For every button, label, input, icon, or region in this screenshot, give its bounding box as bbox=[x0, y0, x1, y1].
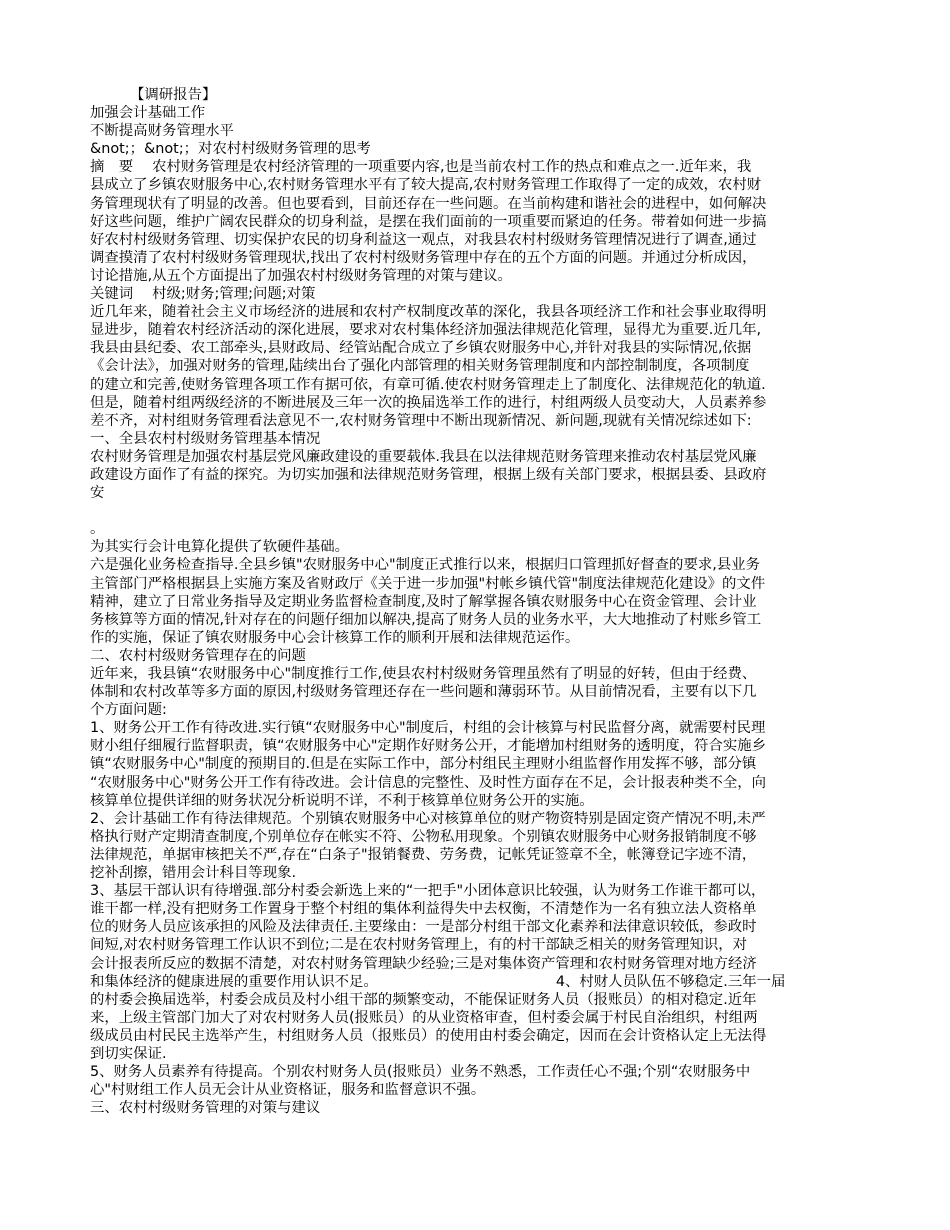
body-line: 财小组仔细履行监督职责，镇“农财服务中心"定期作好财务公开，才能增加村组财务的透明度，符合实施乡 bbox=[90, 738, 767, 755]
body-line: 级成员由村民民主选举产生，村组财务人员（报账员）的使用由村委会确定，因而在会计资格认定上无法得 bbox=[90, 1027, 767, 1044]
tab-gap bbox=[378, 973, 556, 991]
body-line: 个方面问题: bbox=[90, 702, 167, 719]
title-line-3: &not;；&not;；对农村村级财务管理的思考 bbox=[90, 141, 371, 158]
section-heading-3: 三、农村村级财务管理的对策与建议 bbox=[90, 1100, 321, 1117]
body-line: 农村财务管理是加强农村基层党风廉政建设的重要载体.我县在以法律规范财务管理来推动农村基层党风廉 bbox=[90, 448, 757, 465]
title-line-1: 加强会计基础工作 bbox=[90, 105, 206, 122]
abstract-line: 县成立了乡镇农财服务中心,农村财务管理水平有了较大提高,农村财务管理工作取得了一定的成效，农村财 bbox=[90, 177, 762, 194]
body-line: 显进步，随着农村经济活动的深化进展，要求对农村集体经济加强法律规范化管理，显得尤为重要.近几年, bbox=[90, 322, 762, 339]
body-line: 会计报表所反应的数据不清楚，对农村财务管理缺少经验;三是对集体资产管理和农村财务管理对地方经济 bbox=[90, 955, 757, 972]
body-line: 精神，建立了日常业务指导及定期业务监督检查制度,及时了解掌握各镇农财服务中心在资金管理、会计业 bbox=[90, 593, 757, 610]
body-line: 心"村财组工作人员无会计从业资格证，服务和监督意识不强。 bbox=[90, 1082, 486, 1099]
body-line: 差不齐，对村组财务管理看法意见不一,农村财务管理中不断出现新情况、新问题,现就有关情况综述如下: bbox=[90, 412, 752, 429]
body-line: 体制和农村改革等多方面的原因,村级财务管理还存在一些问题和薄弱环节。从目前情况看，主要有以下几 bbox=[90, 684, 757, 701]
body-line: 为其实行会计电算化提供了软硬件基础。 bbox=[90, 539, 350, 556]
body-line: 主管部门严格根据县上实施方案及省财政厅《关于进一步加强"村帐乡镇代管"制度法律规范化建设》的文件 bbox=[90, 575, 766, 592]
body-line: 镇“农财服务中心"制度的预期目的.但是在实际工作中，部分村组民主理财小组监督作用发挥不够，部分镇 bbox=[90, 756, 757, 773]
body-line: 《会计法》，加强对财务的管理,陆续出台了强化内部管理的相关财务管理制度和内部控制制度，各项制度 bbox=[90, 358, 750, 375]
body-line: 近几年来，随着社会主义市场经济的进展和农村产权制度改革的深化，我县各项经济工作和社会事业取得明 bbox=[90, 304, 767, 321]
abstract-line: 好这些问题，维护广阔农民群众的切身利益，是摆在我们面前的一项重要而紧迫的任务。带着如何进一步搞 bbox=[90, 213, 767, 230]
body-line: 但是，随着村组两级经济的不断进展及三年一次的换届选举工作的进行，村组两级人员变动大，人员素养参 bbox=[90, 394, 767, 411]
body-line: 到切实保证. bbox=[90, 1045, 167, 1062]
section-heading-1: 一、全县农村村级财务管理基本情况 bbox=[90, 430, 321, 447]
body-line: 我县由县纪委、农工部牵头,县财政局、经管站配合成立了乡镇农财服务中心,并针对我县的实际情况,依据 bbox=[90, 340, 752, 357]
body-line: 2、会计基础工作有待法律规范。个别镇农财服务中心对核算单位的财产物资特别是固定资产情况不明,未严 bbox=[90, 810, 766, 827]
abstract-line: 摘 要 农村财务管理是农村经济管理的一项重要内容,也是当前农村工作的热点和难点之一.近年来，我 bbox=[90, 159, 752, 176]
body-line: 5、财务人员素养有待提高。个别农村财务人员(报账员）业务不熟悉，工作责任心不强;个别“农财服务中 bbox=[90, 1064, 751, 1081]
report-tag: 【调研报告】 bbox=[130, 87, 217, 103]
body-line-left: 和集体经济的健康进展的重要作用认识不足。 bbox=[90, 973, 378, 990]
body-line: “农财服务中心"财务公开工作有待改进。会计信息的完整性、及时性方面存在不足，会计报表种类不全，向 bbox=[90, 774, 767, 791]
body-line: 1、财务公开工作有待改进.实行镇“农财服务中心"制度后，村组的会计核算与村民监督分离，就需要村民理 bbox=[90, 720, 766, 737]
body-line: 法律规范，单据审核把关不严,存在“白条子"报销餐费、劳务费，记帐凭证签章不全，帐簿登记字迹不清， bbox=[90, 846, 757, 863]
body-line: 间短,对农村财务管理工作认识不到位;二是在农村财务管理上，有的村干部缺乏相关的财务管理知识，对 bbox=[90, 937, 748, 954]
body-line: 的建立和完善,使财务管理各项工作有据可依，有章可循.使农村财务管理走上了制度化、法律规范化的轨道. bbox=[90, 376, 766, 393]
abstract-line: 调查摸清了农村村级财务管理现状,找出了农村村级财务管理中存在的五个方面的问题。并通过分析成因， bbox=[90, 249, 757, 266]
body-line: 3、基层干部认识有待增强.部分村委会新选上来的“一把手"小团体意识比较强，认为财务工作谁干都可以， bbox=[90, 883, 766, 900]
keywords-line: 关键词 村级;财务;管理;问题;对策 bbox=[90, 286, 316, 303]
body-line: 挖补刮擦，错用会计科目等现象. bbox=[90, 865, 297, 882]
body-line: 来，上级主管部门加大了对农村财务人员(报账员）的从业资格审查，但村委会属于村民自治组织，村组两 bbox=[90, 1009, 758, 1026]
body-line: 。 bbox=[90, 521, 105, 538]
body-line: 格执行财产定期清查制度,个别单位存在帐实不符、公物私用现象。个别镇农财服务中心财务报销制度不够 bbox=[90, 828, 757, 845]
body-line: 六是强化业务检查指导.全县乡镇"农财服务中心"制度正式推行以来，根据归口管理抓好督查的要求,县业务 bbox=[90, 557, 760, 574]
body-line: 近年来，我县镇“农财服务中心"制度推行工作,使县农村村级财务管理虽然有了明显的好转，但由于经费、 bbox=[90, 666, 757, 682]
abstract-line: 讨论措施,从五个方面提出了加强农村村级财务管理的对策与建议。 bbox=[90, 267, 512, 284]
title-line-2: 不断提高财务管理水平 bbox=[90, 123, 234, 140]
body-line: 政建设方面作了有益的探究。为切实加强和法律规范财务管理，根据上级有关部门要求，根据县委、县政府 bbox=[90, 466, 767, 483]
abstract-line: 好农村村级财务管理、切实保护农民的切身利益这一观点，对我县农村村级财务管理情况进行了调查,通过 bbox=[90, 231, 757, 248]
body-line: 谁干都一样,没有把财务工作置身于整个村组的集体利益得失中去权衡，不清楚作为一名有独立法人资格单 bbox=[90, 901, 757, 918]
body-line: 的村委会换届选举，村委会成员及村小组干部的频繁变动，不能保证财务人员（报账员）的相对稳定.近年 bbox=[90, 991, 757, 1008]
body-line: 作的实施，保证了镇农财服务中心会计核算工作的顺利开展和法律规范运作。 bbox=[90, 629, 580, 646]
section-heading-2: 二、农村村级财务管理存在的问题 bbox=[90, 647, 306, 664]
body-line-split bbox=[90, 973, 860, 991]
body-line: 核算单位提供详细的财务状况分析说明不详，不利于核算单位财务公开的实施。 bbox=[90, 792, 594, 809]
body-line: 位的财务人员应该承担的风险及法律责任.主要缘由：一是部分村组干部文化素养和法律意识较低，参政时 bbox=[90, 919, 757, 936]
abstract-line: 务管理现状有了明显的改善。但也要看到，目前还存在一些问题。在当前构建和谐社会的进程中，如何解决 bbox=[90, 195, 767, 212]
body-line-right: 4、村财人员队伍不够稳定.三年一届 bbox=[555, 973, 786, 990]
blank-line bbox=[90, 502, 860, 520]
body-line: 安 bbox=[90, 485, 105, 502]
body-line: 务核算等方面的情况,针对存在的问题仔细加以解决,提高了财务人员的业务水平，大大地推动了村账乡管工 bbox=[90, 611, 762, 628]
